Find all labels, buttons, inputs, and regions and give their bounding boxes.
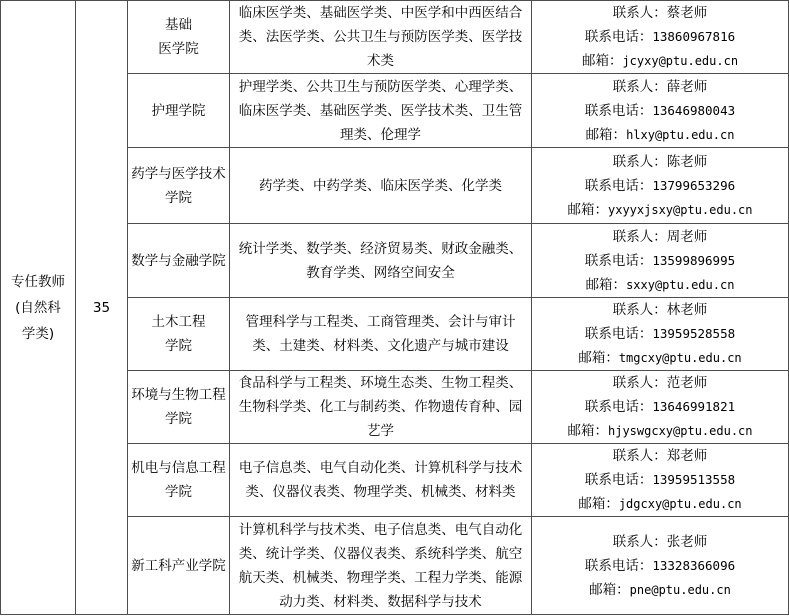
majors-cell: 电子信息类、电气自动化类、计算机科学与技术类、仪器仪表类、物理学类、机械类、材料类 [230,444,532,517]
contact-email-label: 邮箱： [567,423,608,439]
contact-email-address: pne@ptu.edu.cn [629,582,731,597]
contact-phone-number: 13646980043 [652,102,736,118]
contact-phone-number: 13959528558 [652,326,736,341]
contact-email-label: 邮箱： [578,350,619,366]
contact-email-label: 邮箱： [578,496,619,512]
college-cell [128,298,230,371]
post-count-cell: 35 [76,1,128,615]
college-name-line: 新工科产业学院 [131,557,226,574]
college-name-line: 学院 [165,484,192,500]
contact-email-address: jcyxy@ptu.edu.cn [622,54,739,68]
college-cell [128,148,230,224]
contact-email-address: yxyyxjsxy@ptu.edu.cn [608,202,753,217]
contact-person-label: 联系人： [612,533,667,550]
post-category-line: 学类) [21,325,55,342]
contact-phone-label: 联系电话： [584,102,653,119]
contact-phone-label: 联系电话： [584,29,653,45]
contact-email [535,123,785,147]
college-name-line: 数学与金融学院 [131,252,226,269]
contact-phone-number: 13860967816 [652,29,736,44]
college-name-line: 土木工程 [151,314,206,330]
contact-phone-label: 联系电话： [584,399,653,415]
college-name-line: 学院 [165,338,192,354]
contact-phone-number: 13328366096 [652,557,736,573]
contact-email [535,198,785,222]
contact-person-name: 郑老师 [666,448,708,464]
contact-phone [535,99,785,123]
contact-phone-number: 13646991821 [652,399,736,414]
contact-phone-label: 联系电话： [584,252,653,269]
college-name-line: 药学与医学技术 [131,165,226,182]
contact-email [535,273,785,297]
contact-person [535,75,785,99]
contact-cell [532,298,789,371]
college-name-line: 基础 [165,17,192,33]
contact-email [535,49,785,73]
post-category-line: (自然科 [15,299,61,316]
contact-person [535,298,785,322]
contact-email-label: 邮箱： [585,126,627,143]
college-name-line: 护理学院 [151,102,206,119]
college-name-line: 医学院 [158,41,199,57]
college-cell [128,517,230,615]
contact-person [535,371,785,395]
contact-person-name: 陈老师 [666,153,708,170]
contact-person-name: 范老师 [666,375,708,391]
table-row [1,1,789,74]
contact-person [535,444,785,468]
contact-person [535,150,785,174]
majors-cell: 食品科学与工程类、环境生态类、生物工程类、生物科学类、化工与制药类、作物遗传育种、园艺学 [230,371,532,444]
college-name-line: 学院 [165,189,192,206]
contact-phone [535,395,785,419]
majors-cell: 统计学类、数学类、经济贸易类、财政金融类、教育学类、网络空间安全 [230,224,532,298]
contact-person-label: 联系人： [612,302,667,318]
contact-email-address: jdgcxy@ptu.edu.cn [618,497,742,511]
college-cell [128,371,230,444]
contact-phone-number: 13599896995 [652,252,736,268]
contact-phone-label: 联系电话： [584,326,653,342]
contact-phone [535,554,785,578]
contact-person [535,1,785,25]
contact-person-label: 联系人： [612,5,667,21]
contact-phone [535,174,785,198]
post-category-line: 专任教师 [11,273,65,290]
contact-email [535,346,785,370]
post-category-cell [1,1,76,615]
contact-cell [532,74,789,148]
contact-phone-number: 13799653296 [652,177,736,193]
contact-email [535,578,785,602]
contact-email-address: tmgcxy@ptu.edu.cn [618,351,742,365]
contact-phone-label: 联系电话： [584,177,653,194]
contact-phone [535,25,785,49]
college-cell [128,224,230,298]
contact-cell [532,444,789,517]
contact-person-label: 联系人： [612,153,667,170]
contact-cell [532,517,789,615]
contact-email [535,492,785,516]
college-name-line: 学院 [165,411,192,427]
contact-person [535,225,785,249]
contact-cell [532,1,789,74]
contact-phone-label: 联系电话： [584,472,653,488]
majors-cell: 管理科学与工程类、工商管理类、会计与审计类、土建类、材料类、文化遗产与城市建设 [230,298,532,371]
contact-email-address: sxxy@ptu.edu.cn [626,277,735,292]
majors-cell: 护理学类、公共卫生与预防医学类、心理学类、临床医学类、基础医学类、医学技术类、卫生管理类、伦理学 [230,74,532,148]
contact-phone-label: 联系电话： [584,557,653,574]
college-name-line: 机电与信息工程 [131,460,226,476]
contact-phone [535,249,785,273]
contact-cell [532,224,789,298]
college-cell [128,444,230,517]
contact-cell [532,148,789,224]
contact-person-name: 张老师 [666,533,708,550]
contact-person-label: 联系人： [612,448,667,464]
contact-person-name: 周老师 [666,228,708,245]
college-name-line: 环境与生物工程 [131,387,226,403]
majors-cell: 药学类、中药学类、临床医学类、化学类 [230,148,532,224]
college-cell [128,1,230,74]
contact-email-label: 邮箱： [567,201,608,218]
contact-phone [535,468,785,492]
contact-email-address: hjyswgcxy@ptu.edu.cn [608,424,753,438]
college-cell [128,74,230,148]
majors-cell: 计算机科学与技术类、电子信息类、电气自动化类、统计学类、仪器仪表类、系统科学类、航空航天类、机械类、物理学类、工程力学类、能源动力类、材料类、数据科学与技术 [230,517,532,615]
contact-person [535,530,785,554]
contact-person-name: 蔡老师 [666,5,708,21]
contact-email [535,419,785,443]
contact-phone-number: 13959513558 [652,472,736,487]
contact-email-label: 邮箱： [581,53,623,69]
contact-email-label: 邮箱： [585,276,627,293]
contact-person-label: 联系人： [612,375,667,391]
contact-person-label: 联系人： [612,228,667,245]
contact-person-name: 林老师 [666,302,708,318]
contact-cell [532,371,789,444]
contact-person-name: 薛老师 [666,78,708,95]
contact-person-label: 联系人： [612,78,667,95]
majors-cell: 临床医学类、基础医学类、中医学和中西医结合类、法医学类、公共卫生与预防医学类、医学技术类 [230,1,532,74]
contact-email-label: 邮箱： [589,581,630,598]
contact-email-address: hlxy@ptu.edu.cn [626,127,735,142]
contact-phone [535,322,785,346]
